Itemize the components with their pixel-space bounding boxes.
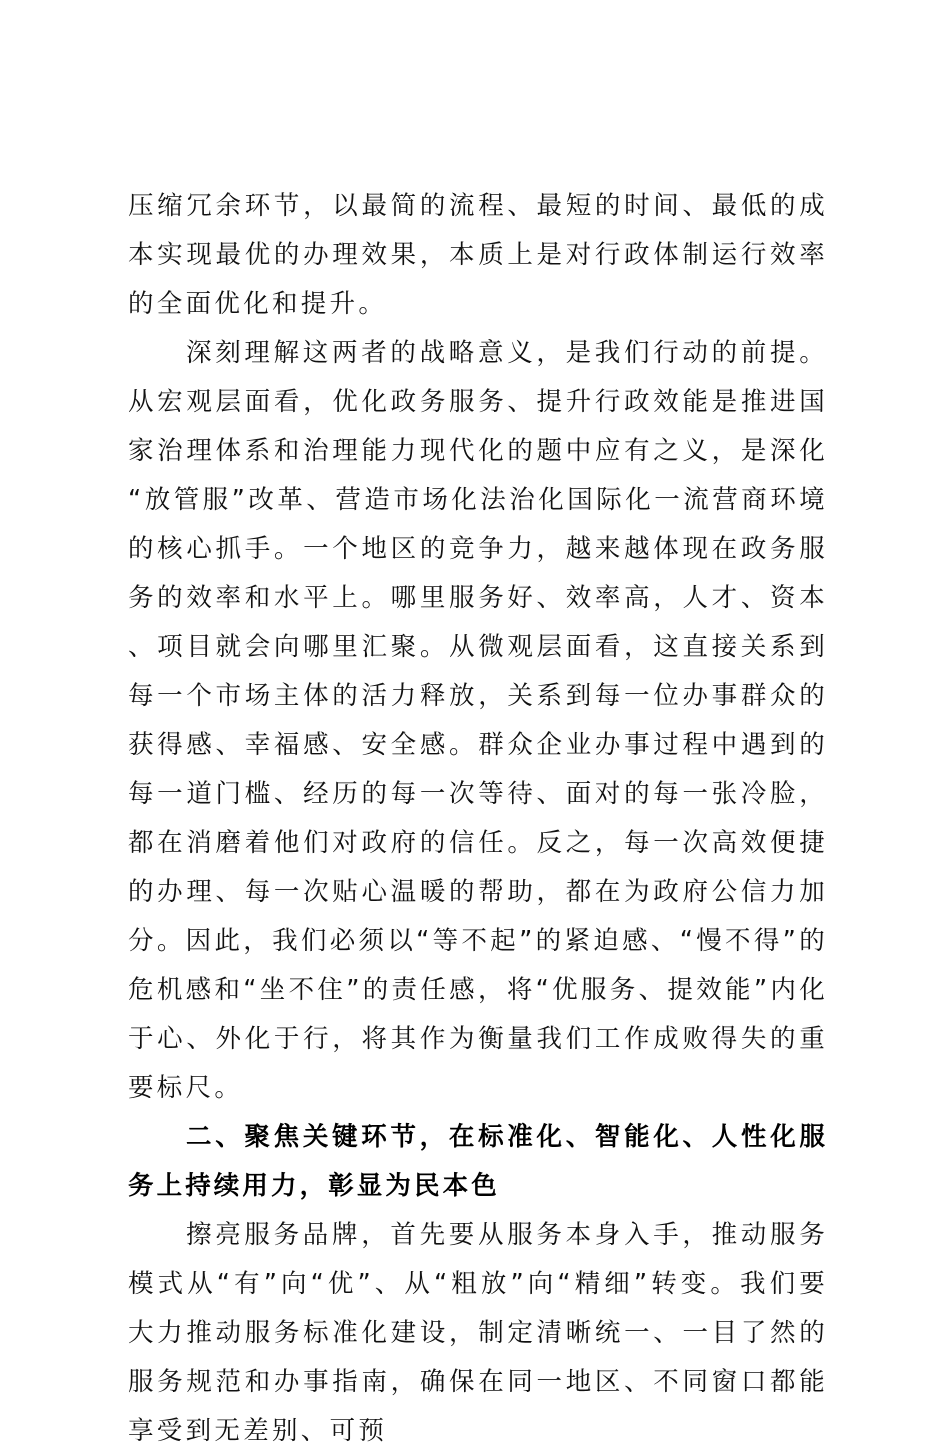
paragraph-strategic-significance: 深刻理解这两者的战略意义，是我们行动的前提。从宏观层面看，优化政务服务、提升行政效能是推进国家治理体系和治理能力现代化的题中应有之义，是深化“放管服”改革、营造市场化法治化国际化一流营商环境的核心抓手。一个地区的竞争力，越来越体现在政务服务的效率和水平上。哪里服务好、效率高，人才、资本、项目就会向哪里汇聚。从微观层面看，这直接关系到每一个市场主体的活力释放，关系到每一位办事群众的获得感、幸福感、安全感。群众企业办事过程中遇到的每一道门槛、经历的每一次等待、面对的每一张冷脸，都在消磨着他们对政府的信任。反之，每一次高效便捷的办理、每一次贴心温暖的帮助，都在为政府公信力加分。因此，我们必须以“等不起”的紧迫感、“慢不得”的危机感和“坐不住”的责任感，将“优服务、提效能”内化于心、外化于行，将其作为衡量我们工作成败得失的重要标尺。 [128, 338, 828, 1103]
paragraph-continuation: 压缩冗余环节，以最简的流程、最短的时间、最低的成本实现最优的办理效果，本质上是对行政体制运行效率的全面优化和提升。 [128, 191, 828, 319]
paragraph-service-brand: 擦亮服务品牌，首先要从服务本身入手，推动服务模式从“有”向“优”、从“粗放”向“精细”转变。我们要大力推动服务标准化建设，制定清晰统一、一目了然的服务规范和办事指南，确保在同一地区、不同窗口都能享受到无差别、可预 [128, 1220, 828, 1446]
document-body [128, 182, 828, 1456]
section-heading-2: 二、聚焦关键环节，在标准化、智能化、人性化服务上持续用力，彰显为民本色 [128, 1122, 828, 1201]
